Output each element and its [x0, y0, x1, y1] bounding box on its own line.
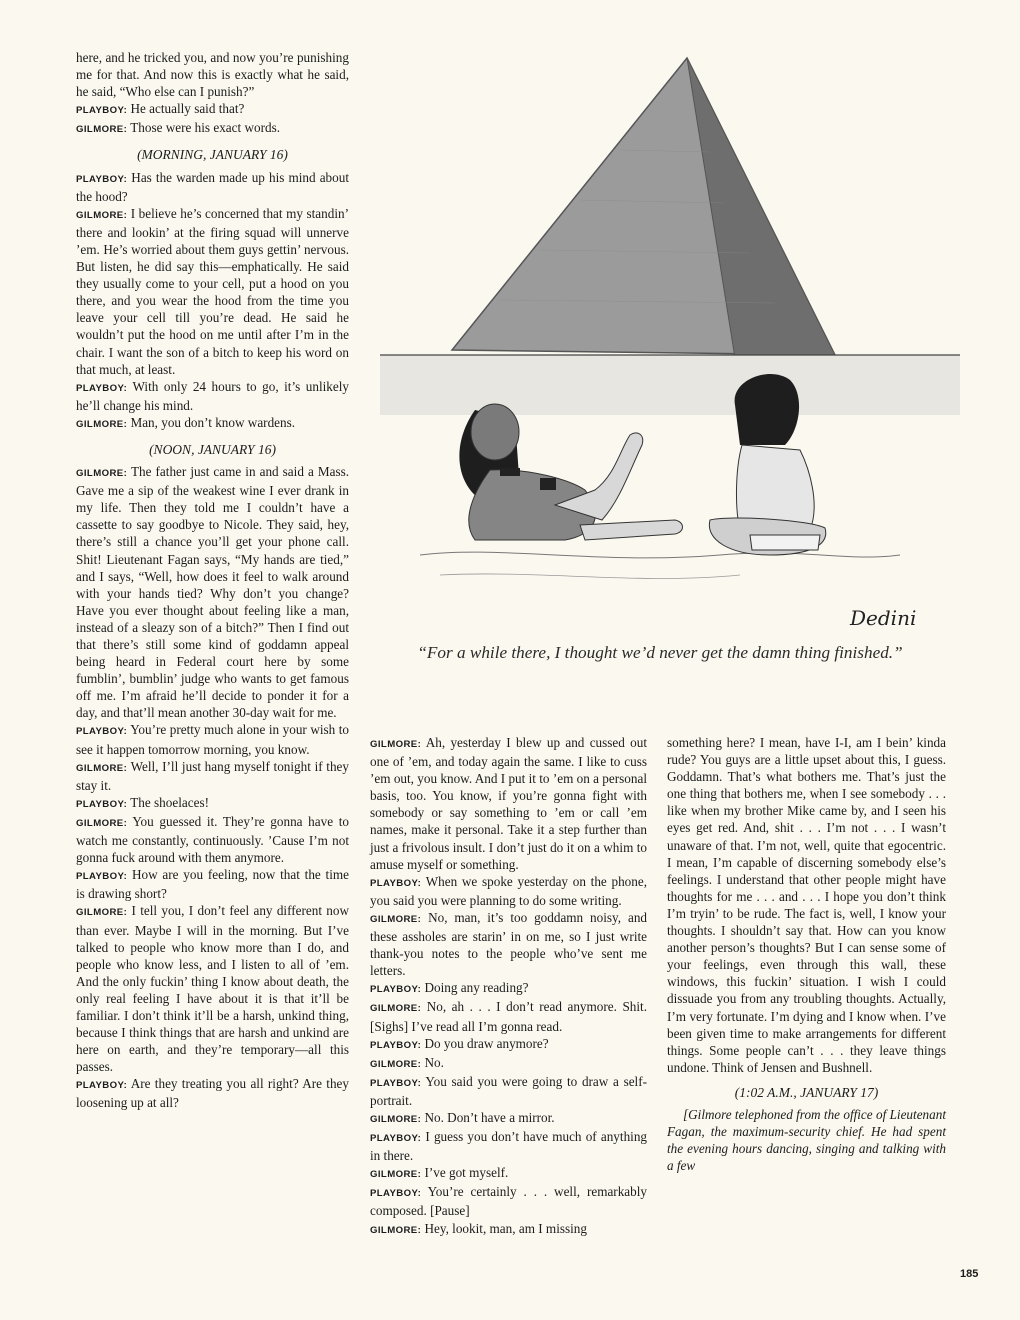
dialogue-text: No. Don’t have a mirror.	[424, 1109, 555, 1125]
dialogue-text: You guessed it. They’re gonna have to watch me constantly, continuously. ’Cause I’m not gonna fuck around with them anymore.	[76, 813, 350, 866]
dialogue-paragraph	[370, 1164, 647, 1183]
dialogue-text: The father just came in and said a Mass. Gave me a sip of the weakest wine I ever drank in my life. Then they told me I couldn’t have a cassette to say goodbye to Nicole. They said, hey, there’s still a chance you’ll get your phone call. Shit! Lieutenant Fagan says, “My hands are tied,” and I says, “Well, how does it feel to walk around with your hands tied? Why don’t you change? Have you ever thought about feeling like a man, instead of a sleazy son of a bitch?” Then I find out that there’s still some kind of goddamn appeal being heard in Federal court here by some fumblin’, bumblin’ judge who wants to get famous off me. I’m afraid he’ll decide to ponder it for a day, and that’ll mean another 30-day wait for me.	[76, 464, 350, 721]
speaker-label: PLAYBOY:	[76, 798, 128, 810]
section-heading: (NOON, JANUARY 16)	[149, 441, 276, 457]
dialogue-text: How are you feeling, now that the time is drawing short?	[76, 867, 350, 902]
column-left	[76, 49, 349, 1112]
speaker-label: PLAYBOY:	[370, 1039, 422, 1051]
speaker-label: GILMORE:	[370, 1169, 422, 1181]
speaker-label: PLAYBOY:	[76, 871, 128, 883]
dialogue-paragraph	[76, 813, 349, 866]
dialogue-text: Has the warden made up his mind about the hood?	[76, 169, 349, 204]
dialogue-paragraph	[76, 100, 349, 119]
dialogue-text: You’re pretty much alone in your wish to see it happen tomorrow morning, you know.	[76, 722, 350, 757]
dialogue-text: You’re certainly . . . well, remarkably composed. [Pause]	[370, 1184, 647, 1219]
dialogue-paragraph	[76, 866, 349, 902]
dialogue-text: I guess you don’t have much of anything in there.	[370, 1129, 648, 1164]
dialogue-paragraph	[76, 902, 349, 1075]
speaker-label: GILMORE:	[76, 817, 128, 829]
speaker-label: PLAYBOY:	[76, 105, 128, 117]
dialogue-paragraph	[76, 378, 349, 414]
dialogue-text: Well, I’ll just hang myself tonight if they stay it.	[76, 758, 349, 793]
body-paragraph: something here? I mean, have I-I, am I bein’ kinda rude? You guys are a little upset about this, I guess. Goddamn. That’s what bothers me. That’s just the one thing that bothers me, when I see somebody . . . like when my brother Mike came by, and I seen his eyes get red. And, shit . . . I’m not . . . I wasn’t unaware of that. I’m not, well, quite that egocentric. I mean, I’m capable of discerning somebody else’s feelings. I understand that other people might have thoughts for me . . . and . . . I hope you don’t think I’m tryin’ to be rude. The fact is, well, I know your thoughts. I shouldn’t say that. How can you know another person’s thoughts? But I can sense some of your feelings, even through this wall, these windows, this fuckin’ situation. I wish I could dissuade you from any troubling thoughts. Actually, I’m very fortunate. I’m dying and I know when. I’ve been given time to make arrangements for different things. Some people can’t . . . they leave things undone. Think of Jensen and Bushnell.	[667, 735, 946, 1075]
speaker-label: GILMORE:	[370, 1224, 422, 1236]
dialogue-paragraph	[370, 1054, 647, 1073]
dialogue-text: Are they treating you all right? Are they loosening up at all?	[76, 1076, 349, 1111]
dialogue-text: He actually said that?	[130, 101, 245, 117]
dialogue-text: The shoelaces!	[130, 794, 209, 810]
dialogue-text: Hey, lookit, man, am I missing	[424, 1220, 587, 1236]
column-middle	[370, 734, 647, 1239]
dialogue-paragraph	[370, 1035, 647, 1054]
dialogue-paragraph	[370, 909, 647, 979]
dialogue-paragraph	[370, 1128, 647, 1164]
dialogue-paragraph	[76, 794, 349, 813]
dialogue-text: I believe he’s concerned that my standin’ there and lookin’ at the firing squad will unnerve ’em. He’s worried about them guys gettin’ nervous. But listen, he did say this—emphatically. He said they usually come to your cell, put a hood on you there, and you wear the hood from the time you leave your cell till you’re dead. He said he wouldn’t put the hood on me until after I’m in the chair. I want the son of a bitch to keep his word on that much, at least.	[76, 205, 349, 377]
dialogue-paragraph	[76, 1075, 349, 1111]
speaker-label: GILMORE:	[370, 739, 422, 750]
reclining-egyptian-figure	[459, 404, 682, 540]
cartoon-caption: “For a while there, I thought we’d never get the damn thing finished.”	[417, 643, 903, 662]
stage-direction: [Gilmore telephoned from the office of Lieutenant Fagan, the maximum-security chief. He had spent the evening hours dancing, singing and talking with a few	[667, 1106, 946, 1174]
dialogue-paragraph	[370, 734, 647, 873]
dialogue-paragraph	[370, 1183, 647, 1219]
cartoon-illustration	[380, 50, 960, 630]
speaker-label: PLAYBOY:	[370, 984, 422, 996]
body-paragraph: here, and he tricked you, and now you’re punishing me for that. And now this is exactly what he said, he said, “Who else can I punish?”	[76, 50, 349, 100]
dialogue-paragraph	[370, 873, 647, 909]
speaker-label: GILMORE:	[370, 913, 422, 925]
section-heading: (1:02 A.M., JANUARY 17)	[734, 1084, 879, 1100]
speaker-label: PLAYBOY:	[76, 726, 128, 738]
dialogue-text: No, ah . . . I don’t read anymore. Shit. [Sighs] I’ve read all I’m gonna read.	[370, 999, 648, 1034]
speaker-label: GILMORE:	[76, 468, 128, 480]
dialogue-paragraph	[76, 721, 349, 757]
dialogue-paragraph	[76, 169, 349, 205]
page-number: 185	[960, 1268, 979, 1280]
dialogue-text: Doing any reading?	[424, 980, 529, 996]
speaker-label: GILMORE:	[370, 1113, 422, 1125]
speaker-label: GILMORE:	[76, 209, 128, 221]
dialogue-text: Do you draw anymore?	[424, 1035, 549, 1051]
speaker-label: GILMORE:	[76, 907, 128, 919]
speaker-label: PLAYBOY:	[370, 877, 422, 889]
dialogue-paragraph	[76, 414, 349, 433]
dialogue-paragraph	[76, 463, 349, 721]
section-heading: (MORNING, JANUARY 16)	[137, 147, 288, 163]
dialogue-text: Ah, yesterday I blew up and cussed out one of ’em, and today again the same. I like to cuss ’em out, you know. And I put it to ’em on a personal basis, too. You know, if you’re gonna fight with somebody or say something to ’em or call ’em names, make it personal. Take it a step further than just a frivolous insult. I don’t just do it on a whim to amuse myself or something.	[370, 735, 647, 872]
speaker-label: PLAYBOY:	[76, 173, 128, 185]
dialogue-text: I’ve got myself.	[424, 1165, 509, 1181]
dialogue-paragraph	[370, 979, 647, 998]
speaker-label: PLAYBOY:	[370, 1188, 422, 1200]
artist-signature: Dedini	[850, 606, 917, 630]
dialogue-text: You said you were going to draw a self-portrait.	[370, 1073, 647, 1108]
dialogue-paragraph	[76, 758, 349, 794]
dialogue-paragraph	[76, 119, 349, 138]
dialogue-text: With only 24 hours to go, it’s unlikely he’ll change his mind.	[76, 378, 349, 413]
dialogue-text: No.	[424, 1054, 444, 1070]
speaker-label: GILMORE:	[370, 1003, 422, 1015]
speaker-label: PLAYBOY:	[76, 382, 128, 394]
dialogue-paragraph	[370, 1073, 647, 1109]
dialogue-paragraph	[370, 1220, 647, 1239]
dialogue-paragraph	[76, 205, 349, 378]
dialogue-text: When we spoke yesterday on the phone, you said you were planning to do some writing.	[370, 873, 648, 908]
speaker-label: GILMORE:	[370, 1058, 422, 1070]
dialogue-paragraph	[370, 998, 647, 1034]
column-right	[667, 734, 946, 1174]
dialogue-text: Those were his exact words.	[130, 120, 281, 136]
speaker-label: GILMORE:	[76, 124, 128, 136]
speaker-label: GILMORE:	[76, 418, 128, 430]
dialogue-text: I tell you, I don’t feel any different now than ever. Maybe I will in the morning. But I’ve talked to people who know more than I do, and people who know less, and I listen to all of ’em. And the only fuckin’ thing I know about death, the only real feeling I have about it is that it’ll be familiar. I don’t think it’ll be a harsh, unkind thing, because I think things that are harsh and unkind are here on earth, and they’re temporary—all this passes.	[76, 903, 350, 1075]
dialogue-text: Man, you don’t know wardens.	[130, 414, 296, 430]
dialogue-text: No, man, it’s too goddamn noisy, and these assholes are starin’ in on me, so I just write thank-you notes to the people who’ve sent me letters.	[370, 909, 648, 979]
speaker-label: PLAYBOY:	[370, 1077, 422, 1089]
dialogue-paragraph	[370, 1109, 647, 1128]
speaker-label: PLAYBOY:	[76, 1080, 128, 1092]
speaker-label: GILMORE:	[76, 762, 128, 774]
pyramid-drawing	[452, 58, 835, 358]
speaker-label: PLAYBOY:	[370, 1133, 422, 1145]
